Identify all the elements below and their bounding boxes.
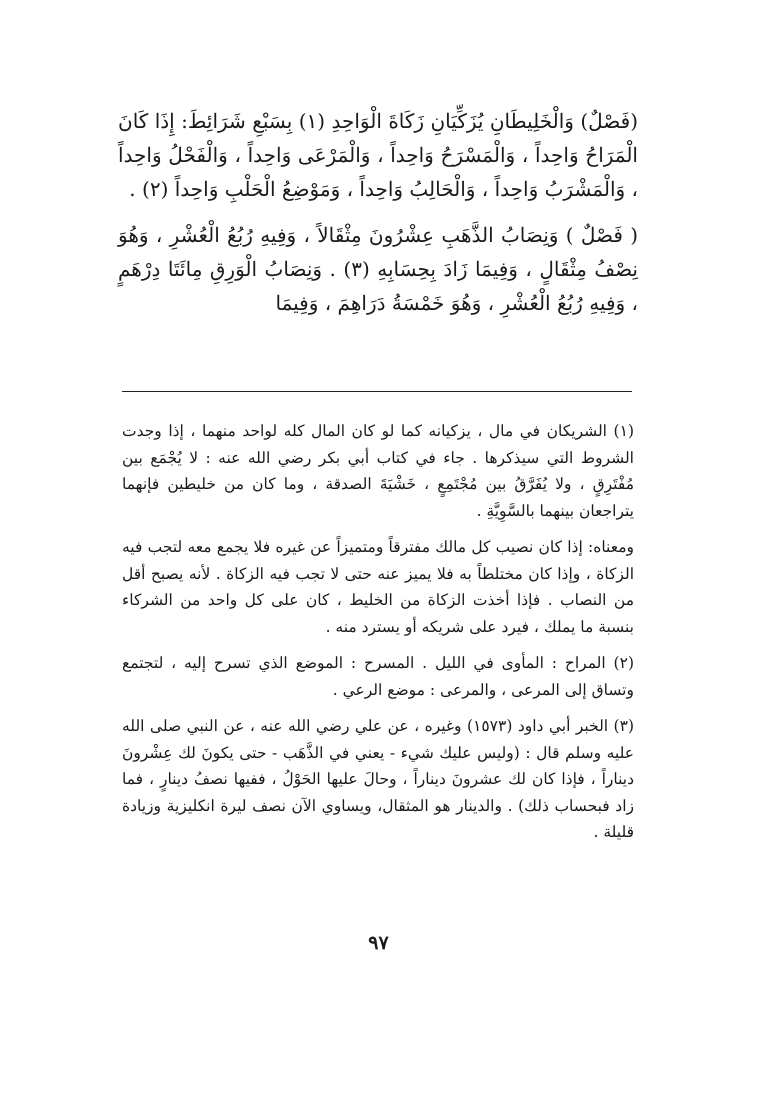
footnotes-block: [122, 418, 634, 856]
footnote-3: (٣) الخبر أبي داود (١٥٧٣) وغيره ، عن علي رضي الله عنه ، عن النبي صلى الله عليه وسلم قال : (وليس عليك شيء - يعني في الذَّهَب - حتى يكونَ لك عِشْرونَ ديناراً ، فإذا كان لك عشرونَ ديناراً ، وحالَ عليها الحَوْلُ ، ففيها نصفُ دينارٍ ، فما زاد فبحساب ذلك) . والدينار هو المثقال، ويساوي الآن نصف ليرة انكليزية وزيادة قليلة .: [122, 717, 634, 841]
footnote-1: (١) الشريكان في مال ، يزكيانه كما لو كان المال كله لواحد منهما ، إذا وجدت الشروط التي سيذكرها . جاء في كتاب أبي بكر رضي الله عنه : لا يُجْمَع بين مُفْتَرِقٍ ، ولا يُفَرَّقُ بين مُجْتَمِعٍ ، خَشْيَةَ الصدقة ، وما كان من خليطين فإنهما يتراجعان بينهما بالسَّوِيَّةِ .: [122, 422, 634, 520]
main-paragraph-nisab-gold: ( فَصْلٌ ) وَنِصَابُ الذَّهَبِ عِشْرُونَ مِثْقَالاً ، وَفِيهِ رُبُعُ الْعُشْرِ ، وَهُوَ نِصْفُ مِثْقَالٍ ، وَفِيمَا زَادَ بِحِسَابِهِ (٣) . وَنِصَابُ الْوَرِقِ مِائَتَا دِرْهَمٍ ، وَفِيهِ رُبُعُ الْعُشْرِ ، وَهُوَ خَمْسَةُ دَرَاهِمَ ، وَفِيمَا: [118, 223, 638, 315]
footnote-divider: [122, 391, 632, 392]
page-number: ٩٧: [368, 932, 389, 954]
footnote-1-explanation: ومعناه: إذا كان نصيب كل مالك مفترقاً ومتميزاً عن غيره فلا يجمع معه لتجب فيه الزكاة ، وإذا كان مختلطاً به فلا يميز عنه حتى لا تجب فيه الزكاة . لأنه يصبح أقل من النصاب . فإذا أخذت الزكاة من الخليط ، كان على كل واحد من الشركاء بنسبة ما يملك ، فيرد على شريكه أو يسترد منه .: [122, 538, 634, 636]
footnote-2: (٢) المراح : المأوى في الليل . المسرح : الموضع الذي تسرح إليه ، لتجتمع وتساق إلى المرعى ، والمرعى : موضع الرعي .: [122, 654, 634, 699]
main-paragraph-khalitan: (فَصْلٌ) وَالْخَلِيطَانِ يُزَكِّيَانِ زَكَاةَ الْوَاحِدِ (١) بِسَبْعِ شَرَائِطَ: إِذَا كَانَ الْمَرَاحُ وَاحِداً ، وَالْمَسْرَحُ وَاحِداً ، وَالْمَرْعَى وَاحِداً ، وَالْفَحْلُ وَاحِداً ، وَالْمَشْرَبُ وَاحِداً ، وَالْحَالِبُ وَاحِداً ، وَمَوْضِعُ الْحَلْبِ وَاحِداً (٢) .: [118, 109, 638, 201]
main-text-block: [118, 104, 638, 332]
